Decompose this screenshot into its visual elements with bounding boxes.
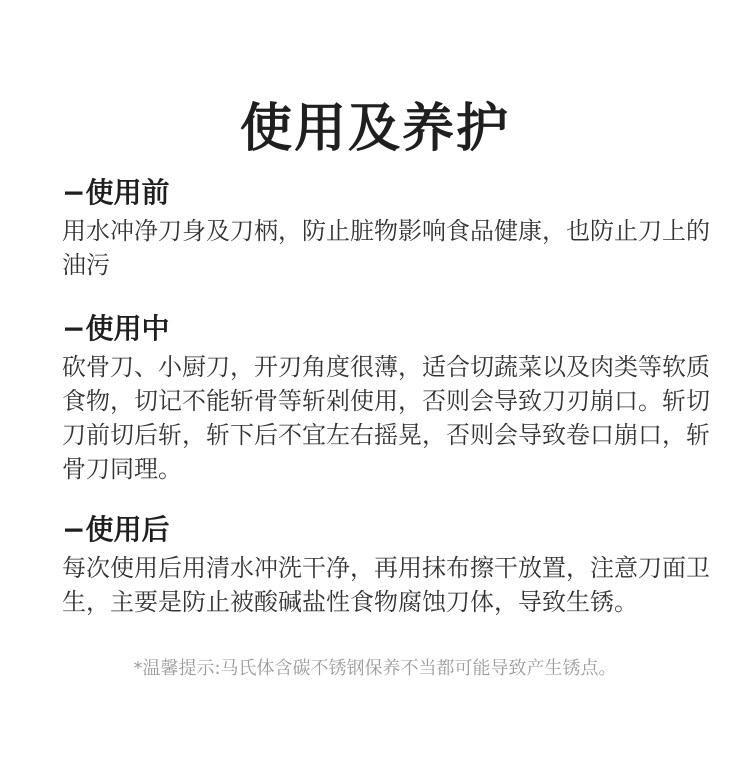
section-after-use: [62, 513, 712, 619]
section-during-use: [62, 312, 712, 486]
section-before-use: [62, 176, 712, 282]
page-title: 使用及养护: [239, 98, 510, 159]
warm-tip-footnote: *温馨提示:马氏体含碳不锈钢保养不当都可能导致产生锈点。: [133, 658, 617, 679]
section-heading-during-use: −使用中: [62, 312, 170, 345]
section-body-during-use: 砍骨刀、小厨刀，开刃角度很薄，适合切蔬菜以及肉类等软质食物，切记不能斩骨等斩剁使用，否则会导致刀刃崩口。斩切刀前切后斩，斩下后不宜左右摇晃，否则会导致卷口崩口，斩骨刀同理。: [62, 353, 710, 483]
section-heading-before-use: −使用前: [62, 176, 170, 209]
section-body-after-use: 每次使用后用清水冲洗干净，再用抹布擦干放置，注意刀面卫生，主要是防止被酸碱盐性食物腐蚀刀体，导致生锈。: [62, 554, 710, 616]
section-heading-after-use: −使用后: [62, 513, 170, 546]
section-body-before-use: 用水冲净刀身及刀柄，防止脏物影响食品健康，也防止刀上的油污: [62, 217, 710, 279]
